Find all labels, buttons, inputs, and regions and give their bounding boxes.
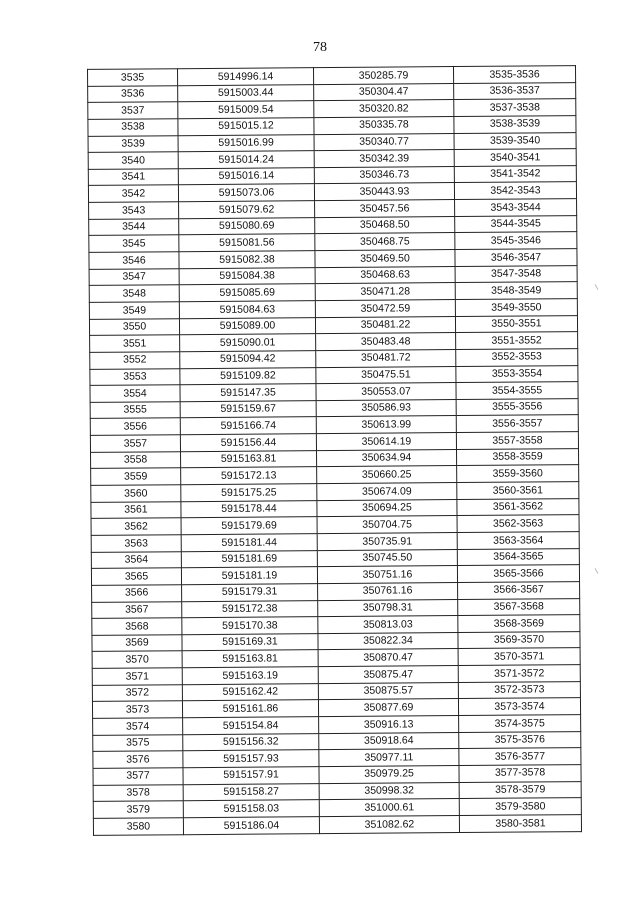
y-coordinate-cell: 350468.75 <box>315 233 455 251</box>
segment-cell: 3568-3569 <box>458 615 580 633</box>
point-number-cell: 3541 <box>88 169 178 186</box>
y-coordinate-cell: 350346.73 <box>314 166 454 184</box>
point-number-cell: 3552 <box>90 352 180 369</box>
point-number-cell: 3548 <box>89 285 179 302</box>
point-number-cell: 3565 <box>91 568 181 585</box>
segment-cell: 3557-3558 <box>456 432 578 450</box>
x-coordinate-cell: 5915090.01 <box>180 334 316 352</box>
y-coordinate-cell: 350342.39 <box>314 150 454 168</box>
point-number-cell: 3553 <box>90 368 180 385</box>
y-coordinate-cell: 350979.25 <box>319 765 459 783</box>
x-coordinate-cell: 5915186.04 <box>183 816 319 834</box>
segment-cell: 3540-3541 <box>454 149 576 167</box>
segment-cell: 3547-3548 <box>455 265 577 283</box>
point-number-cell: 3556 <box>90 418 180 435</box>
y-coordinate-cell: 350634.94 <box>316 449 456 467</box>
segment-cell: 3576-3577 <box>459 748 581 766</box>
x-coordinate-cell: 5915163.81 <box>181 450 317 468</box>
x-coordinate-cell: 5915082.38 <box>179 251 315 269</box>
x-coordinate-cell: 5915181.44 <box>181 534 317 552</box>
point-number-cell: 3540 <box>88 152 178 169</box>
y-coordinate-cell: 350304.47 <box>314 83 454 101</box>
y-coordinate-cell: 350335.78 <box>314 116 454 134</box>
y-coordinate-cell: 350745.50 <box>317 549 457 567</box>
y-coordinate-cell: 350613.99 <box>316 416 456 434</box>
coordinates-table <box>87 65 582 836</box>
y-coordinate-cell: 350340.77 <box>314 133 454 151</box>
segment-cell: 3562-3563 <box>457 515 579 533</box>
y-coordinate-cell: 351082.62 <box>319 815 459 833</box>
point-number-cell: 3579 <box>93 801 183 818</box>
point-number-cell: 3564 <box>91 551 181 568</box>
segment-cell: 3574-3575 <box>459 715 581 733</box>
y-coordinate-cell: 350443.93 <box>314 183 454 201</box>
x-coordinate-cell: 5915179.31 <box>182 583 318 601</box>
y-coordinate-cell: 350660.25 <box>317 466 457 484</box>
segment-cell: 3553-3554 <box>456 365 578 383</box>
point-number-cell: 3535 <box>87 69 177 86</box>
y-coordinate-cell: 350798.31 <box>318 599 458 617</box>
y-coordinate-cell: 350320.82 <box>314 100 454 118</box>
x-coordinate-cell: 5915158.03 <box>183 800 319 818</box>
x-coordinate-cell: 5915172.38 <box>182 600 318 618</box>
y-coordinate-cell: 350918.64 <box>319 732 459 750</box>
x-coordinate-cell: 5915159.67 <box>180 400 316 418</box>
point-number-cell: 3571 <box>92 668 182 685</box>
coordinates-table-body <box>87 66 581 836</box>
y-coordinate-cell: 350481.72 <box>316 349 456 367</box>
point-number-cell: 3537 <box>88 102 178 119</box>
segment-cell: 3545-3546 <box>455 232 577 250</box>
point-number-cell: 3554 <box>90 385 180 402</box>
x-coordinate-cell: 5915073.06 <box>178 184 314 202</box>
segment-cell: 3567-3568 <box>458 598 580 616</box>
point-number-cell: 3558 <box>91 451 181 468</box>
point-number-cell: 3555 <box>90 402 180 419</box>
point-number-cell: 3574 <box>93 718 183 735</box>
segment-cell: 3563-3564 <box>457 532 579 550</box>
segment-cell: 3559-3560 <box>457 465 579 483</box>
segment-cell: 3554-3555 <box>456 382 578 400</box>
point-number-cell: 3544 <box>89 218 179 235</box>
y-coordinate-cell: 350469.50 <box>315 250 455 268</box>
point-number-cell: 3569 <box>92 634 182 651</box>
point-number-cell: 3549 <box>89 302 179 319</box>
x-coordinate-cell: 5915169.31 <box>182 633 318 651</box>
y-coordinate-cell: 350468.63 <box>315 266 455 284</box>
x-coordinate-cell: 5915181.19 <box>181 567 317 585</box>
point-number-cell: 3547 <box>89 268 179 285</box>
segment-cell: 3579-3580 <box>459 798 581 816</box>
y-coordinate-cell: 350875.47 <box>318 666 458 684</box>
point-number-cell: 3543 <box>89 202 179 219</box>
segment-cell: 3569-3570 <box>458 631 580 649</box>
point-number-cell: 3572 <box>92 684 182 701</box>
y-coordinate-cell: 350471.28 <box>315 283 455 301</box>
point-number-cell: 3580 <box>93 818 183 836</box>
x-coordinate-cell: 5915084.38 <box>179 267 315 285</box>
y-coordinate-cell: 350875.57 <box>318 682 458 700</box>
y-coordinate-cell: 350998.32 <box>319 782 459 800</box>
y-coordinate-cell: 350761.16 <box>318 582 458 600</box>
x-coordinate-cell: 5915163.19 <box>182 667 318 685</box>
point-number-cell: 3542 <box>88 185 178 202</box>
segment-cell: 3566-3567 <box>458 581 580 599</box>
y-coordinate-cell: 350694.25 <box>317 499 457 517</box>
x-coordinate-cell: 5915163.81 <box>182 650 318 668</box>
x-coordinate-cell: 5915157.91 <box>183 767 319 785</box>
segment-cell: 3538-3539 <box>454 116 576 134</box>
point-number-cell: 3575 <box>93 734 183 751</box>
segment-cell: 3551-3552 <box>456 332 578 350</box>
x-coordinate-cell: 5915178.44 <box>181 500 317 518</box>
point-number-cell: 3573 <box>92 701 182 718</box>
segment-cell: 3542-3543 <box>454 182 576 200</box>
segment-cell: 3546-3547 <box>455 249 577 267</box>
point-number-cell: 3560 <box>91 485 181 502</box>
y-coordinate-cell: 350977.11 <box>319 749 459 767</box>
segment-cell: 3537-3538 <box>454 99 576 117</box>
x-coordinate-cell: 5915089.00 <box>179 317 315 335</box>
y-coordinate-cell: 350586.93 <box>316 399 456 417</box>
y-coordinate-cell: 350751.16 <box>317 566 457 584</box>
x-coordinate-cell: 5915147.35 <box>180 384 316 402</box>
y-coordinate-cell: 350870.47 <box>318 649 458 667</box>
segment-cell: 3543-3544 <box>455 199 577 217</box>
y-coordinate-cell: 350674.09 <box>317 483 457 501</box>
segment-cell: 3548-3549 <box>455 282 577 300</box>
x-coordinate-cell: 5915079.62 <box>179 201 315 219</box>
y-coordinate-cell: 350285.79 <box>313 67 453 85</box>
segment-cell: 3541-3542 <box>454 165 576 183</box>
x-coordinate-cell: 5915170.38 <box>182 617 318 635</box>
y-coordinate-cell: 350475.51 <box>316 366 456 384</box>
segment-cell: 3550-3551 <box>455 315 577 333</box>
point-number-cell: 3567 <box>92 601 182 618</box>
segment-cell: 3565-3566 <box>457 565 579 583</box>
x-coordinate-cell: 5915172.13 <box>181 467 317 485</box>
y-coordinate-cell: 350877.69 <box>318 699 458 717</box>
scan-speck <box>595 284 599 290</box>
segment-cell: 3572-3573 <box>458 681 580 699</box>
x-coordinate-cell: 5915158.27 <box>183 783 319 801</box>
x-coordinate-cell: 5915109.82 <box>180 367 316 385</box>
segment-cell: 3535-3536 <box>453 66 575 84</box>
x-coordinate-cell: 5915154.84 <box>183 717 319 735</box>
x-coordinate-cell: 5915003.44 <box>178 84 314 102</box>
x-coordinate-cell: 5915162.42 <box>182 683 318 701</box>
segment-cell: 3558-3559 <box>456 448 578 466</box>
segment-cell: 3539-3540 <box>454 132 576 150</box>
point-number-cell: 3539 <box>88 135 178 152</box>
x-coordinate-cell: 5915181.69 <box>181 550 317 568</box>
point-number-cell: 3546 <box>89 252 179 269</box>
y-coordinate-cell: 350614.19 <box>316 433 456 451</box>
segment-cell: 3577-3578 <box>459 764 581 782</box>
x-coordinate-cell: 5915166.74 <box>180 417 316 435</box>
point-number-cell: 3550 <box>89 318 179 335</box>
x-coordinate-cell: 5915014.24 <box>178 151 314 169</box>
point-number-cell: 3576 <box>93 751 183 768</box>
x-coordinate-cell: 5915156.32 <box>183 733 319 751</box>
y-coordinate-cell: 350916.13 <box>319 716 459 734</box>
segment-cell: 3555-3556 <box>456 398 578 416</box>
x-coordinate-cell: 5915085.69 <box>179 284 315 302</box>
x-coordinate-cell: 5915081.56 <box>179 234 315 252</box>
point-number-cell: 3559 <box>91 468 181 485</box>
y-coordinate-cell: 350483.48 <box>316 333 456 351</box>
y-coordinate-cell: 350822.34 <box>318 632 458 650</box>
x-coordinate-cell: 5915156.44 <box>180 434 316 452</box>
point-number-cell: 3570 <box>92 651 182 668</box>
point-number-cell: 3566 <box>92 585 182 602</box>
segment-cell: 3552-3553 <box>456 348 578 366</box>
segment-cell: 3549-3550 <box>455 299 577 317</box>
point-number-cell: 3563 <box>91 535 181 552</box>
scan-speck <box>595 568 599 574</box>
segment-cell: 3575-3576 <box>459 731 581 749</box>
point-number-cell: 3551 <box>90 335 180 352</box>
x-coordinate-cell: 5915009.54 <box>178 101 314 119</box>
segment-cell: 3556-3557 <box>456 415 578 433</box>
y-coordinate-cell: 350481.22 <box>315 316 455 334</box>
y-coordinate-cell: 350553.07 <box>316 383 456 401</box>
table-row <box>93 814 581 835</box>
y-coordinate-cell: 351000.61 <box>319 799 459 817</box>
point-number-cell: 3557 <box>90 435 180 452</box>
point-number-cell: 3545 <box>89 235 179 252</box>
segment-cell: 3564-3565 <box>457 548 579 566</box>
y-coordinate-cell: 350472.59 <box>315 300 455 318</box>
x-coordinate-cell: 5915084.63 <box>179 301 315 319</box>
y-coordinate-cell: 350735.91 <box>317 532 457 550</box>
point-number-cell: 3577 <box>93 768 183 785</box>
y-coordinate-cell: 350704.75 <box>317 516 457 534</box>
segment-cell: 3580-3581 <box>459 814 581 832</box>
point-number-cell: 3562 <box>91 518 181 535</box>
segment-cell: 3536-3537 <box>454 82 576 100</box>
y-coordinate-cell: 350813.03 <box>318 616 458 634</box>
x-coordinate-cell: 5915080.69 <box>179 217 315 235</box>
x-coordinate-cell: 5915161.86 <box>182 700 318 718</box>
x-coordinate-cell: 5915157.93 <box>183 750 319 768</box>
segment-cell: 3571-3572 <box>458 665 580 683</box>
x-coordinate-cell: 5915094.42 <box>180 351 316 369</box>
x-coordinate-cell: 5915175.25 <box>181 484 317 502</box>
point-number-cell: 3578 <box>93 784 183 801</box>
point-number-cell: 3536 <box>88 85 178 102</box>
segment-cell: 3544-3545 <box>455 215 577 233</box>
y-coordinate-cell: 350457.56 <box>315 200 455 218</box>
y-coordinate-cell: 350468.50 <box>315 216 455 234</box>
segment-cell: 3561-3562 <box>457 498 579 516</box>
segment-cell: 3578-3579 <box>459 781 581 799</box>
segment-cell: 3560-3561 <box>457 482 579 500</box>
page-number: 78 <box>313 40 327 55</box>
x-coordinate-cell: 5915016.14 <box>178 167 314 185</box>
x-coordinate-cell: 5915179.69 <box>181 517 317 535</box>
x-coordinate-cell: 5915016.99 <box>178 134 314 152</box>
segment-cell: 3573-3574 <box>458 698 580 716</box>
x-coordinate-cell: 5914996.14 <box>177 68 313 86</box>
segment-cell: 3570-3571 <box>458 648 580 666</box>
point-number-cell: 3568 <box>92 618 182 635</box>
x-coordinate-cell: 5915015.12 <box>178 118 314 136</box>
point-number-cell: 3561 <box>91 501 181 518</box>
point-number-cell: 3538 <box>88 119 178 136</box>
